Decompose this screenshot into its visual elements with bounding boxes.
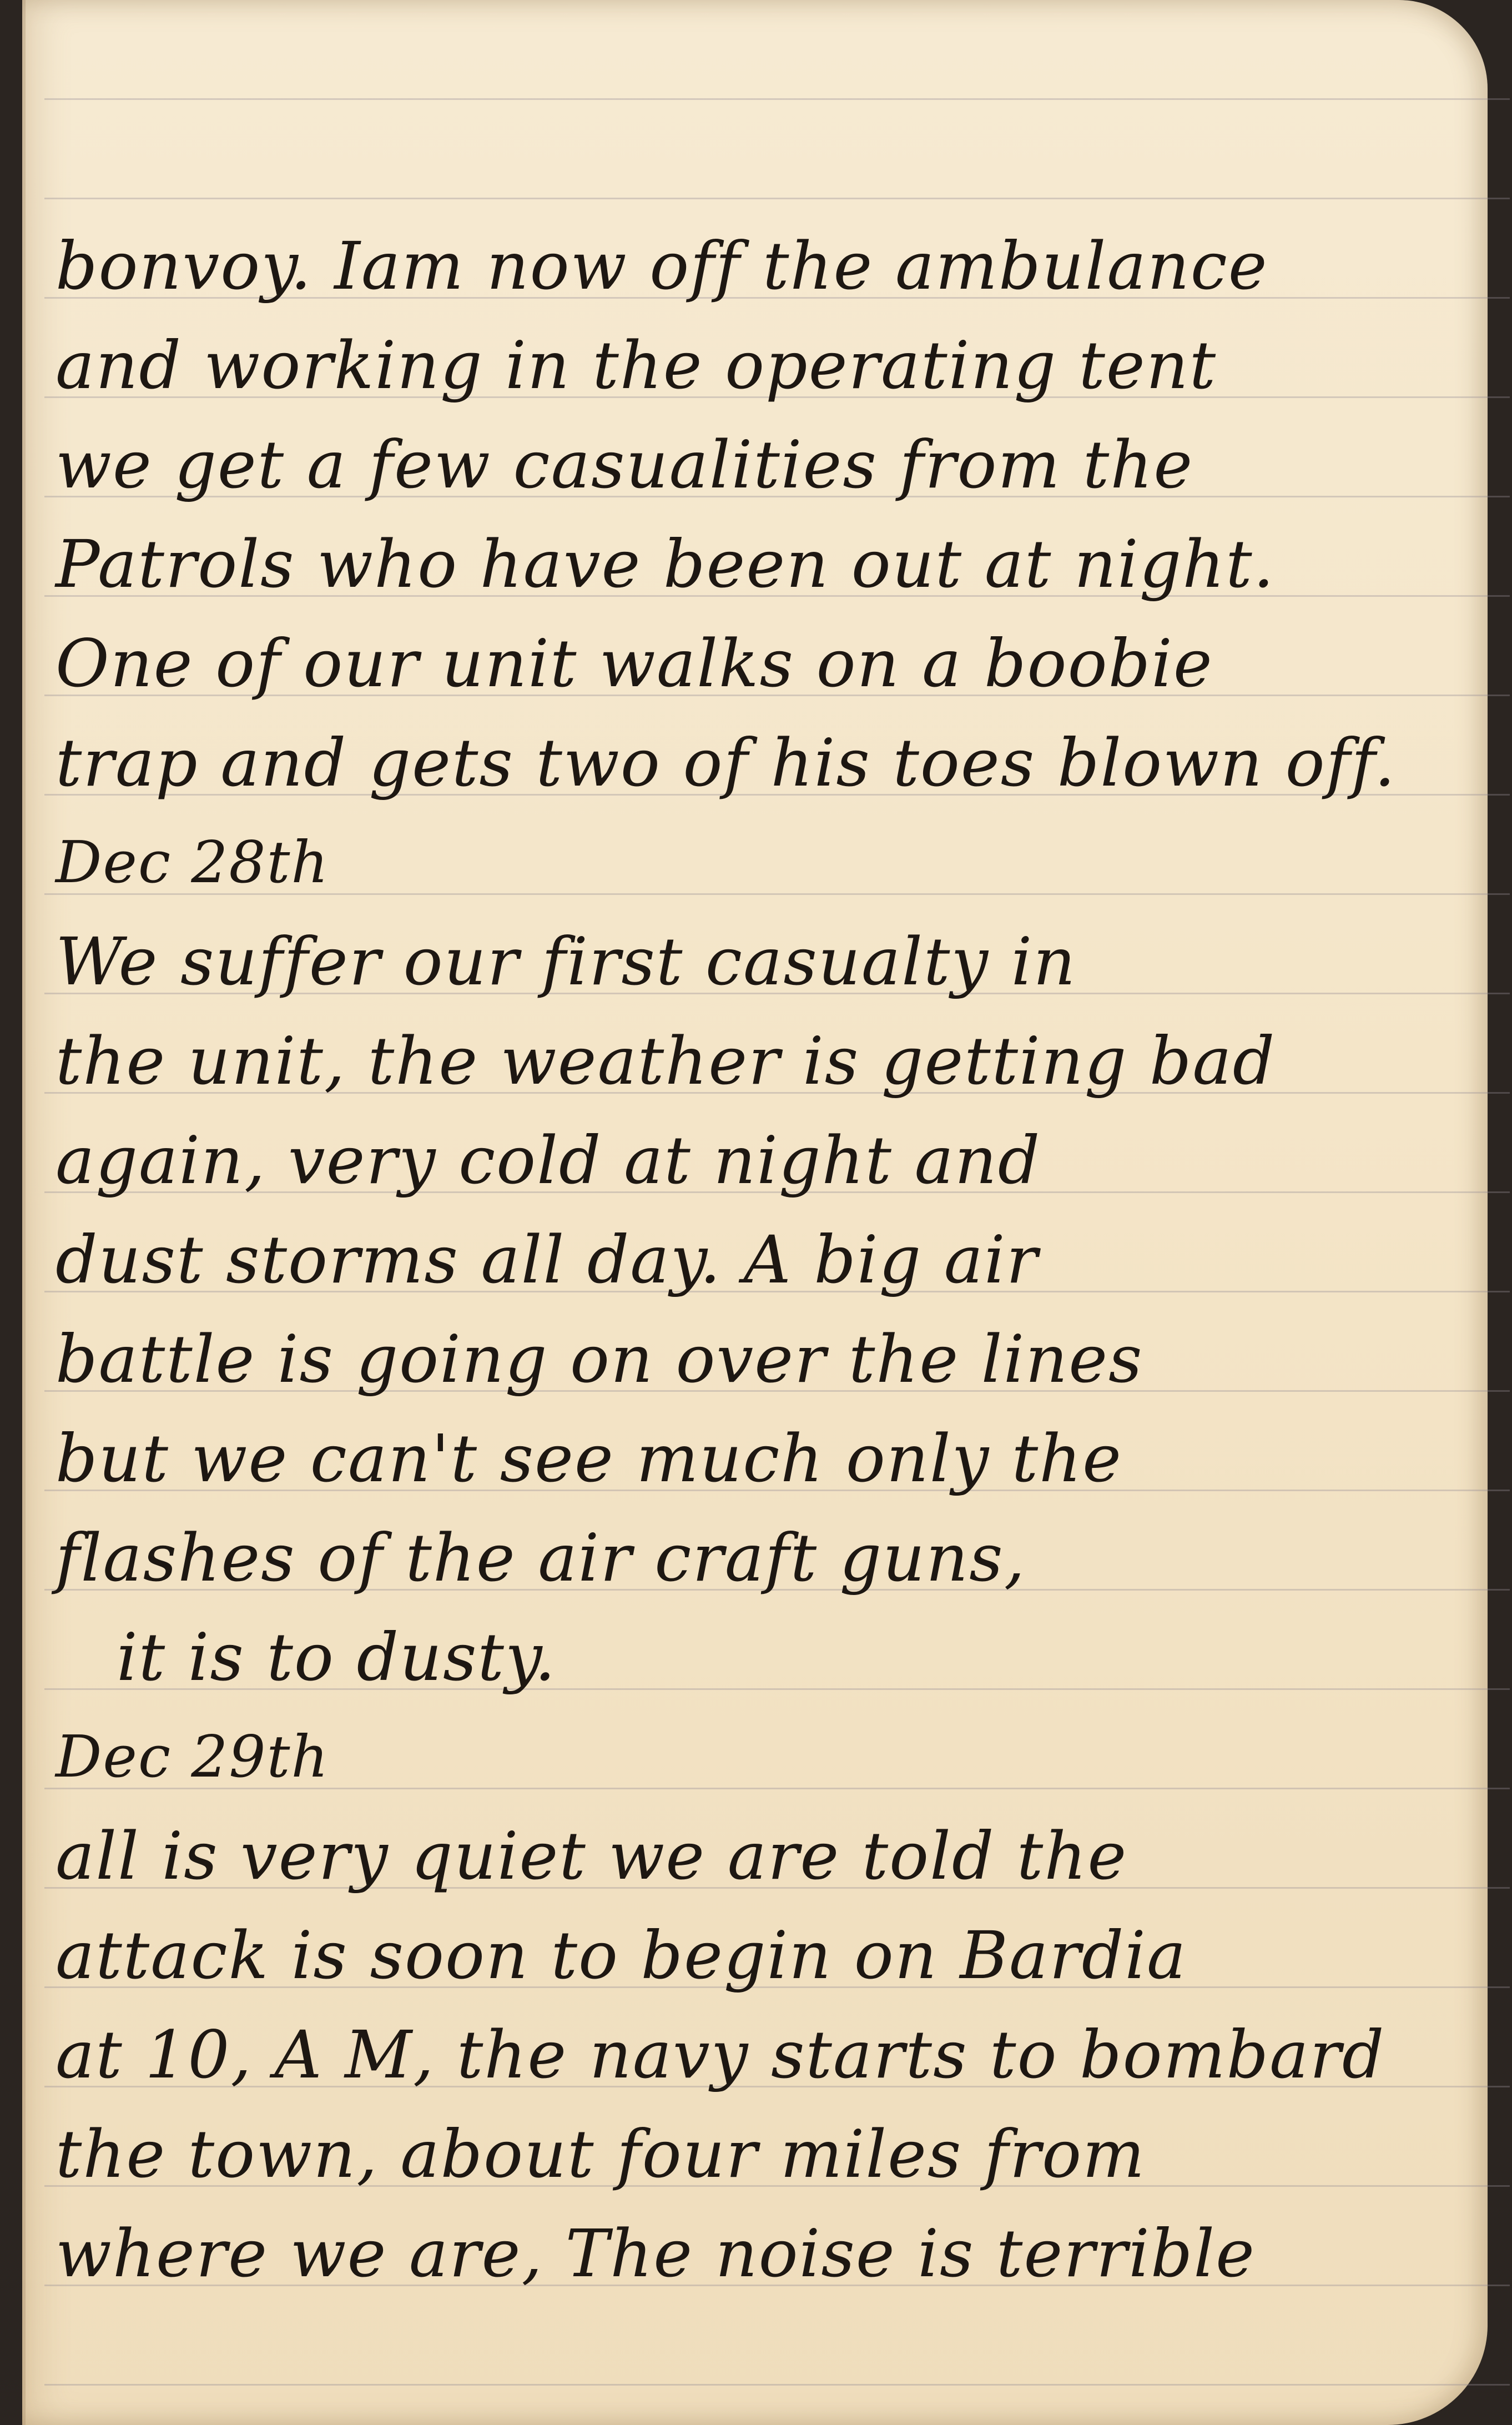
text-line: and working in the operating tent [56, 327, 1217, 404]
text-line: dust storms all day. A big air [56, 1221, 1039, 1298]
text-line: all is very quiet we are told the [56, 1818, 1128, 1894]
text-line: we get a few casualities from the [56, 426, 1194, 503]
text-line: flashes of the air craft guns, [56, 1520, 1026, 1596]
text-line: Patrols who have been out at night. [56, 526, 1276, 602]
ruled-line [44, 98, 1510, 100]
text-line: again, very cold at night and [56, 1122, 1041, 1199]
text-line: at 10, A M, the navy starts to bombard [56, 2016, 1385, 2093]
date-heading: Dec 29th [56, 1723, 330, 1790]
text-line: the town, about four miles from [56, 2116, 1146, 2192]
text-line: but we can't see much only the [56, 1420, 1123, 1497]
text-line: bonvoy. Iam now off the ambulance [56, 228, 1268, 304]
ruled-line [44, 2384, 1510, 2386]
text-line: We suffer our first casualty in [56, 923, 1077, 1000]
text-line: battle is going on over the lines [56, 1321, 1143, 1397]
margin-edge [22, 0, 26, 2425]
handwritten-text [56, 217, 1476, 2303]
text-line: One of our unit walks on a boobie [56, 625, 1213, 702]
date-heading: Dec 28th [56, 828, 330, 896]
text-line: trap and gets two of his toes blown off. [56, 725, 1397, 801]
ruled-line [44, 198, 1510, 199]
text-line: attack is soon to begin on Bardia [56, 1917, 1187, 1994]
text-line: it is to dusty. [117, 1619, 557, 1696]
text-line: where we are, The noise is terrible [56, 2215, 1256, 2292]
text-line: the unit, the weather is getting bad [56, 1023, 1276, 1099]
